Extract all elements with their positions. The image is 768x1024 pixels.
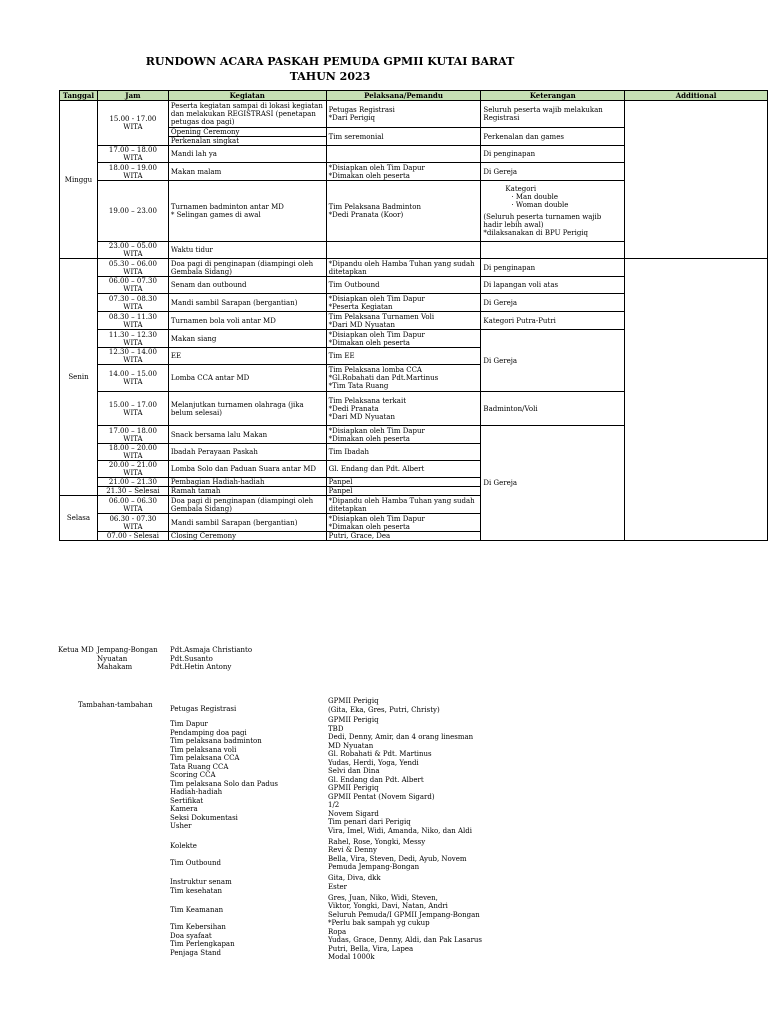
keterangan-cell — [481, 181, 625, 242]
tambahan-role: Tim Keamanan — [170, 906, 224, 914]
tambahan-role: Kolekte — [170, 841, 197, 850]
tambahan-person: GPMII Pentat (Novem Sigard) — [328, 792, 435, 801]
tambahan-person: Novem Sigard — [328, 809, 379, 818]
keterangan-cell: Badminton/Voli — [481, 392, 625, 426]
tambahan-person: Seluruh Pemuda/I GPMII Jempang-Bongan *Perlu bak sampah yg cukup — [328, 910, 480, 927]
jam-cell: 07.00 - Selesai — [97, 532, 168, 541]
tambahan-role: Penjaga Stand — [170, 948, 222, 957]
kegiatan-cell: Perkenalan singkat — [168, 137, 326, 146]
additional-cell — [625, 259, 768, 541]
tambahan-role: Tim pelaksana Solo dan Padus — [170, 779, 278, 788]
kegiatan-cell: Senam dan outbound — [168, 277, 326, 294]
jam-cell: 21.30 – Selesai — [97, 487, 168, 496]
header-keterangan: Keterangan — [481, 91, 625, 101]
kegiatan-cell: Turnamen badminton antar MD * Selingan games di awal — [168, 181, 326, 242]
pelaksana-cell: Putri, Grace, Dea — [326, 532, 481, 541]
tambahan-person: TBD — [328, 724, 344, 733]
pelaksana-cell — [326, 146, 481, 163]
tambahan-person: Revi & Denny Bella, Vira, Steven, Dedi, Ayub, Novem Pemuda Jempang-Bongan — [328, 846, 467, 871]
keterangan-cell: Kategori Putra-Putri — [481, 312, 625, 330]
keterangan-cell: Di Gereja — [481, 426, 625, 541]
jam-cell: 18.00 – 20.00 WITA — [97, 444, 168, 461]
tambahan-role: Instruktur senam — [170, 878, 232, 886]
keterangan-cell: Di penginapan — [481, 146, 625, 163]
day-minggu: Minggu — [60, 101, 98, 259]
jam-cell: 17.00 – 18.00 WITA — [97, 426, 168, 444]
pelaksana-cell: Tim EE — [326, 348, 481, 365]
kegiatan-cell: Peserta kegiatan sampai di lokasi kegiatan dan melakukan REGISTRASI (penetapan petugas doa pagi) — [168, 101, 326, 128]
tambahan-person: Gita, Diva, dkk — [328, 874, 381, 882]
jam-cell: 11.30 – 12.30 WITA — [97, 330, 168, 348]
keterangan-cell: Di Gereja — [481, 330, 625, 392]
jam-cell: 23.00 – 05.00 WITA — [97, 242, 168, 259]
pelaksana-cell: *Disiapkan oleh Tim Dapur *Dimakan oleh peserta — [326, 514, 481, 532]
document-title: RUNDOWN ACARA PASKAH PEMUDA GPMII KUTAI BARAT — [145, 55, 515, 68]
tambahan-label: Tambahan-tambahan — [78, 701, 153, 709]
tambahan-role: Seksi Dokumentasi — [170, 813, 238, 822]
jam-cell: 06.30 - 07.30 WITA — [97, 514, 168, 532]
table-header-row — [60, 91, 768, 101]
md-name: Nyuatan — [97, 654, 128, 663]
tambahan-person: 1/2 — [328, 801, 340, 809]
jam-cell: 15.00 – 17.00 WITA — [97, 392, 168, 426]
pelaksana-cell: *Disiapkan oleh Tim Dapur *Peserta Kegiatan — [326, 294, 481, 312]
kegiatan-cell: Doa pagi di penginapan (diampingi oleh Gembala Sidang) — [168, 259, 326, 277]
tambahan-person: Gl. Robahati & Pdt. Martinus — [328, 750, 432, 758]
tambahan-person: Ester — [328, 882, 348, 891]
tambahan-person: Putri, Bella, Vira, Lapea Modal 1000k — [328, 944, 414, 961]
keterangan-cell: Di Gereja — [481, 294, 625, 312]
tambahan-role: Petugas Registrasi — [170, 705, 237, 713]
tambahan-role: Hadiah-hadiah — [170, 788, 223, 796]
document-year: TAHUN 2023 — [289, 70, 371, 83]
tambahan-role: Kamera — [170, 805, 198, 813]
jam-cell: 12.30 – 14.00 WITA — [97, 348, 168, 365]
kegiatan-cell: Mandi sambil Sarapan (bergantian) — [168, 294, 326, 312]
header-kegiatan: Kegiatan — [168, 91, 326, 101]
pelaksana-cell: Petugas Registrasi *Dari Perigiq — [326, 101, 481, 128]
pelaksana-cell: *Disiapkan oleh Tim Dapur *Dimakan oleh peserta — [326, 163, 481, 181]
keterangan-cell — [481, 242, 625, 259]
kegiatan-cell: Doa pagi di penginapan (diampingi oleh Gembala Sidang) — [168, 496, 326, 514]
tambahan-role: Tim Outbound — [170, 858, 222, 867]
tambahan-role: Sertifikat — [170, 796, 204, 805]
md-name: Jempang-Bongan — [97, 646, 158, 654]
pelaksana-cell: Gl. Endang dan Pdt. Albert — [326, 461, 481, 478]
list-item: · Woman double — [497, 201, 622, 209]
pelaksana-cell: Panpel — [326, 487, 481, 496]
tambahan-person: Yudas, Grace, Denny, Aldi, dan Pak Lasarus — [328, 936, 483, 944]
tambahan-person: Gres, Juan, Niko, Widi, Steven, Viktor, Yongki, Davi, Natan, Andri — [328, 893, 448, 910]
keterangan-cell: Perkenalan dan games — [481, 128, 625, 146]
tambahan-person: Ropa — [328, 927, 347, 936]
keterangan-cell: Di Gereja — [481, 163, 625, 181]
kegiatan-cell: Opening Ceremony — [168, 128, 326, 137]
tambahan-role: Tim pelaksana badminton — [170, 737, 262, 745]
kegiatan-cell: Waktu tidur — [168, 242, 326, 259]
jam-cell: 19.00 – 23.00 — [97, 181, 168, 242]
pelaksana-cell: Tim Outbound — [326, 277, 481, 294]
jam-cell: 14.00 – 15.00 WITA — [97, 365, 168, 392]
tambahan-role: Tata Ruang CCA — [170, 762, 229, 771]
person-name: Pdt.Asmaja Christianto — [170, 646, 253, 654]
tambahan-role: Tim Dapur — [170, 720, 208, 728]
pelaksana-cell: Tim Pelaksana Badminton *Dedi Pranata (Koor) — [326, 181, 481, 242]
tambahan-person: GPMII Perigiq (Gita, Eka, Gres, Putri, Christy) — [328, 697, 440, 714]
day-senin: Senin — [60, 259, 98, 496]
tambahan-person: GPMII Perigiq — [328, 716, 379, 724]
pelaksana-cell: *Dipandu oleh Hamba Tuhan yang sudah ditetapkan — [326, 496, 481, 514]
tambahan-person: GPMII Perigiq — [328, 784, 379, 792]
pelaksana-cell: *Disiapkan oleh Tim Dapur *Dimakan oleh peserta — [326, 426, 481, 444]
keterangan-cell: Di penginapan — [481, 259, 625, 277]
header-tanggal: Tanggal — [60, 91, 98, 101]
pelaksana-cell: Tim seremonial — [326, 128, 481, 146]
pelaksana-cell: *Dipandu oleh Hamba Tuhan yang sudah ditetapkan — [326, 259, 481, 277]
day-selasa: Selasa — [60, 496, 98, 541]
kegiatan-cell: Closing Ceremony — [168, 532, 326, 541]
kegiatan-cell: Lomba CCA antar MD — [168, 365, 326, 392]
person-name: Pdt.Susanto — [170, 654, 213, 663]
tambahan-person: Yudas, Herdi, Yoga, Yendi — [328, 758, 419, 767]
kegiatan-cell: Lomba Solo dan Paduan Suara antar MD — [168, 461, 326, 478]
ket-note: (Seluruh peserta turnamen wajib hadir lebih awal) *dilaksanakan di BPU Perigiq — [483, 213, 602, 237]
tambahan-person: MD Nyuatan — [328, 741, 374, 750]
tambahan-person: Tim penari dari Perigiq Vira, Imel, Widi, Amanda, Niko, dan Aldi — [328, 818, 473, 835]
tambahan-person: Rahel, Rose, Yongki, Messy — [328, 837, 426, 846]
kegiatan-cell: EE — [168, 348, 326, 365]
kegiatan-cell: Makan siang — [168, 330, 326, 348]
rundown-table — [59, 90, 768, 541]
tambahan-role: Usher — [170, 822, 192, 830]
ket-heading: Kategori — [505, 185, 537, 193]
jam-cell: 21.00 – 21.30 — [97, 478, 168, 487]
header-pelaksana: Pelaksana/Pemandu — [326, 91, 481, 101]
tambahan-role: Tim pelaksana CCA — [170, 754, 240, 762]
keterangan-cell: Di lapangan voli atas — [481, 277, 625, 294]
table-row — [60, 259, 768, 277]
kegiatan-cell: Ibadah Perayaan Paskah — [168, 444, 326, 461]
list-item: · Man double — [497, 193, 622, 201]
jam-cell: 17.00 – 18.00 WITA — [97, 146, 168, 163]
jam-cell: 06.00 – 07.30 WITA — [97, 277, 168, 294]
pelaksana-cell — [326, 242, 481, 259]
tambahan-person: Selvi dan Dina — [328, 767, 380, 775]
tambahan-person: Dedi, Denny, Amir, dan 4 orang linesman — [328, 733, 474, 741]
pelaksana-cell: Tim Pelaksana terkait *Dedi Pranata *Dari MD Nyuatan — [326, 392, 481, 426]
pelaksana-cell: Tim Pelaksana Turnamen Voli *Dari MD Nyuatan — [326, 312, 481, 330]
jam-cell: 05.30 – 06.00 WITA — [97, 259, 168, 277]
kegiatan-cell: Ramah tamah — [168, 487, 326, 496]
pelaksana-cell: Panpel — [326, 478, 481, 487]
kegiatan-cell: Melanjutkan turnamen olahraga (jika belum selesai) — [168, 392, 326, 426]
jam-cell: 15.00 - 17.00 WITA — [97, 101, 168, 146]
jam-cell: 20.00 – 21.00 WITA — [97, 461, 168, 478]
kegiatan-cell: Snack bersama lalu Makan — [168, 426, 326, 444]
additional-cell — [625, 101, 768, 259]
kegiatan-cell: Mandi sambil Sarapan (bergantian) — [168, 514, 326, 532]
jam-cell: 06.00 – 06.30 WITA — [97, 496, 168, 514]
ketua-person-list — [170, 646, 252, 672]
kegiatan-cell: Makan malam — [168, 163, 326, 181]
header-additional: Additional — [625, 91, 768, 101]
jam-cell: 18.00 – 19.00 WITA — [97, 163, 168, 181]
jam-cell: 07.30 – 08.30 WITA — [97, 294, 168, 312]
ketua-label: Ketua MD — [58, 646, 94, 654]
tambahan-role: Pendamping doa pagi — [170, 728, 247, 737]
pelaksana-cell: Tim Pelaksana lomba CCA *Gl.Robahati dan Pdt.Martinus *Tim Tata Ruang — [326, 365, 481, 392]
tambahan-role: Tim Perlengkapan — [170, 940, 235, 948]
jam-cell: 08.30 – 11.30 WITA — [97, 312, 168, 330]
tambahan-person: Gl. Endang dan Pdt. Albert — [328, 775, 424, 784]
tambahan-role: Scoring CCA — [170, 771, 216, 779]
pelaksana-cell: *Disiapkan oleh Tim Dapur *Dimakan oleh peserta — [326, 330, 481, 348]
kegiatan-cell: Mandi lah ya — [168, 146, 326, 163]
pelaksana-cell: Tim Ibadah — [326, 444, 481, 461]
person-name: Pdt.Hetin Antony — [170, 663, 232, 671]
table-row — [60, 101, 768, 128]
tambahan-role: Tim Kebersihan — [170, 923, 226, 931]
tambahan-role: Tim kesehatan — [170, 886, 223, 895]
kegiatan-cell: Pembagian Hadiah-hadiah — [168, 478, 326, 487]
keterangan-cell: Seluruh peserta wajib melakukan Registrasi — [481, 101, 625, 128]
tambahan-role: Doa syafaat — [170, 931, 212, 940]
header-jam: Jam — [97, 91, 168, 101]
tambahan-role: Tim pelaksana voli — [170, 745, 237, 754]
ketua-md-list — [97, 646, 158, 672]
md-name: Mahakam — [97, 663, 133, 671]
kegiatan-cell: Turnamen bola voli antar MD — [168, 312, 326, 330]
